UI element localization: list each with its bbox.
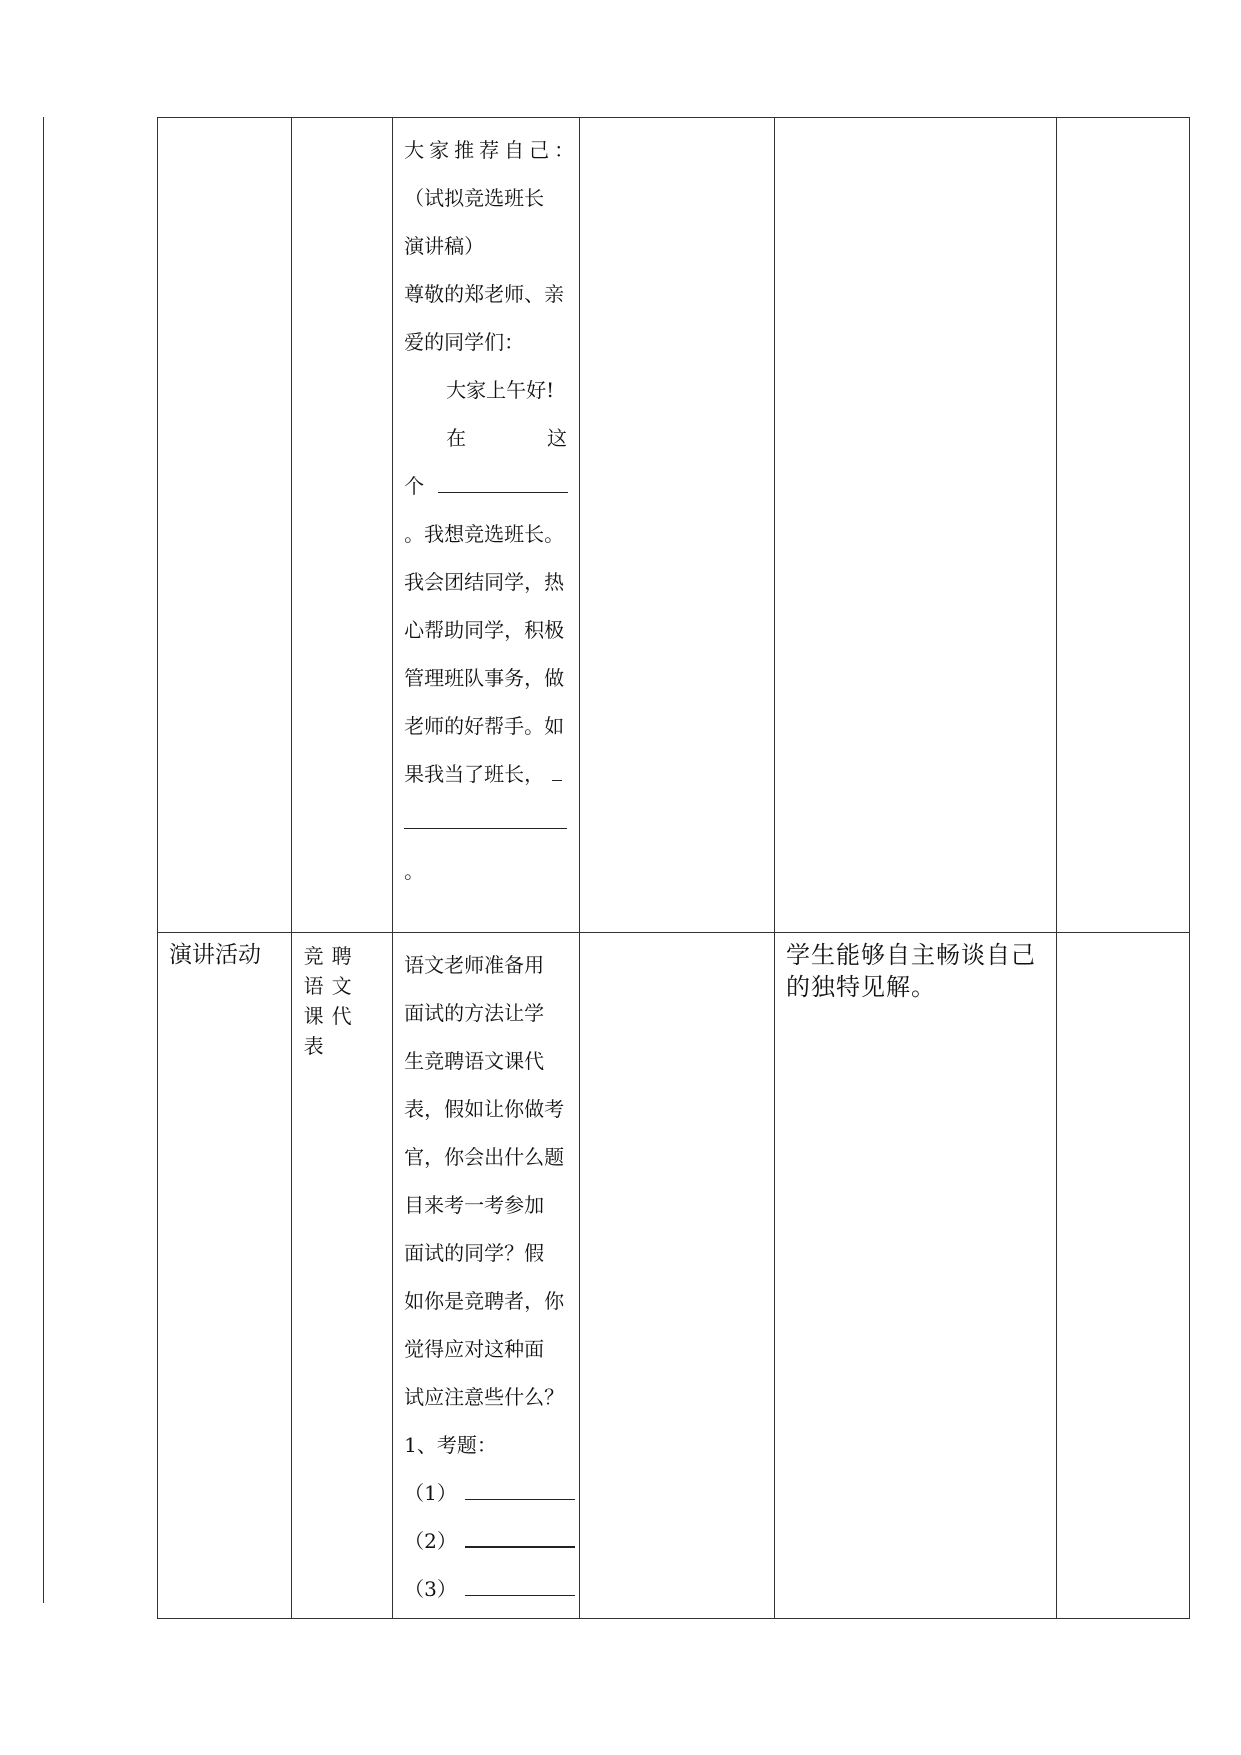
table-row bbox=[158, 118, 1190, 933]
content-line: 大家推荐自己： bbox=[404, 138, 580, 162]
content-line: 。 bbox=[404, 859, 425, 883]
content-line: （试拟竞选班长 bbox=[404, 186, 545, 210]
content-line: 我会团结同学，热 bbox=[404, 570, 565, 594]
content-line: 语文老师准备用 bbox=[404, 953, 545, 977]
content-word: 个 bbox=[404, 474, 425, 498]
question-number: （1） bbox=[404, 1481, 457, 1505]
content-line: 如你是竞聘者，你 bbox=[404, 1289, 565, 1313]
fill-in-blank bbox=[552, 758, 562, 781]
content-line: 爱的同学们： bbox=[404, 330, 525, 354]
question-item bbox=[404, 1565, 567, 1613]
content-line: 面试的同学？假 bbox=[404, 1241, 545, 1265]
fill-in-blank bbox=[465, 1477, 575, 1500]
lesson-plan-table bbox=[157, 117, 1190, 1619]
content-line: 尊敬的郑老师、亲 bbox=[404, 282, 565, 306]
content-word: 在 bbox=[446, 426, 467, 450]
content-line: 管理班队事务，做 bbox=[404, 666, 565, 690]
stage-cell bbox=[158, 118, 292, 933]
fill-in-blank bbox=[404, 798, 567, 829]
content-line: 表，假如让你做考 bbox=[404, 1097, 565, 1121]
question-item bbox=[404, 1517, 567, 1565]
media-cell bbox=[580, 933, 775, 1619]
content-line-with-blank bbox=[404, 750, 567, 798]
content-line: 老师的好帮手。如 bbox=[404, 714, 565, 738]
content-line: 1、考题： bbox=[404, 1433, 497, 1457]
question-number: （3） bbox=[404, 1577, 457, 1601]
table-row bbox=[158, 933, 1190, 1619]
left-margin-line bbox=[43, 117, 44, 1603]
content-line: 心帮助同学，积极 bbox=[404, 618, 565, 642]
topic-cell bbox=[291, 118, 392, 933]
question-item bbox=[404, 1469, 567, 1517]
content-line: 演讲稿） bbox=[404, 234, 485, 258]
content-line: 生竞聘语文课代 bbox=[404, 1049, 545, 1073]
content-line: 觉得应对这种面 bbox=[404, 1337, 545, 1361]
content-line: 大家上午好! bbox=[446, 378, 555, 402]
lesson-plan-table-wrapper bbox=[157, 117, 1190, 1619]
content-line: 官，你会出什么题 bbox=[404, 1145, 565, 1169]
note-cell bbox=[1057, 118, 1190, 933]
content-line-with-blank bbox=[404, 462, 567, 510]
content-word: 这 bbox=[547, 426, 568, 450]
stage-cell: 演讲活动 bbox=[158, 933, 292, 1619]
topic-cell: 竞聘语文课代表 bbox=[291, 933, 392, 1619]
content-line: 目来考一考参加 bbox=[404, 1193, 545, 1217]
content-cell bbox=[393, 118, 580, 933]
fill-in-blank bbox=[438, 470, 568, 493]
content-line: 试应注意些什么？ bbox=[404, 1385, 565, 1409]
goal-cell: 学生能够自主畅谈自己的独特见解。 bbox=[774, 933, 1056, 1619]
content-word: 果我当了班长， bbox=[404, 762, 545, 786]
fill-in-blank bbox=[465, 1573, 575, 1596]
goal-cell bbox=[774, 118, 1056, 933]
content-line: 面试的方法让学 bbox=[404, 1001, 545, 1025]
question-number: （2） bbox=[404, 1529, 457, 1553]
content-cell bbox=[393, 933, 580, 1619]
note-cell bbox=[1057, 933, 1190, 1619]
content-line-justified bbox=[404, 414, 567, 462]
media-cell bbox=[580, 118, 775, 933]
content-line: 。我想竞选班长。 bbox=[404, 522, 565, 546]
fill-in-blank bbox=[465, 1524, 575, 1548]
